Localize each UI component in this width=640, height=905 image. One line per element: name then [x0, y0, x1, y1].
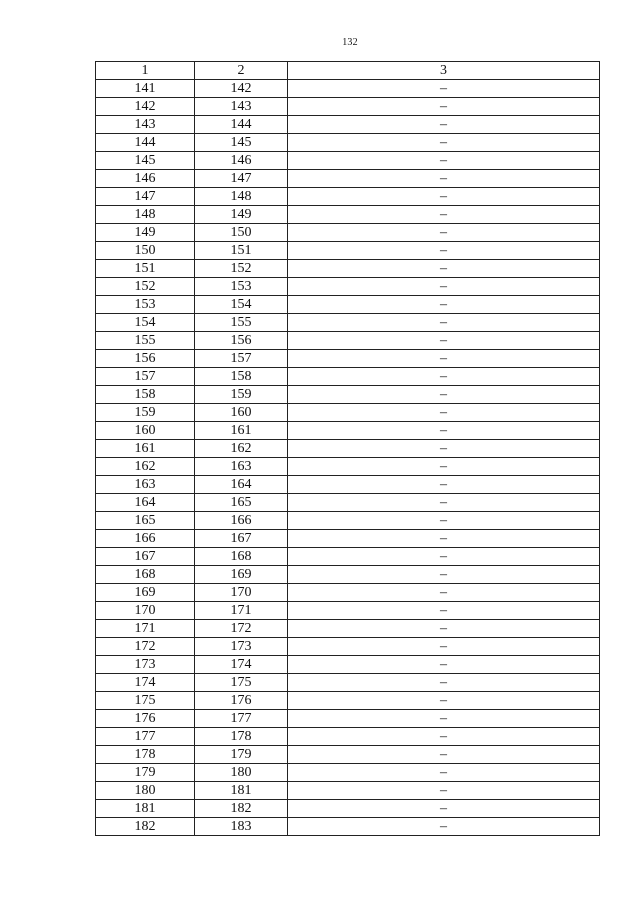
table-row	[96, 440, 600, 458]
column-3-cell: –	[288, 728, 600, 746]
column-3-cell: –	[288, 404, 600, 422]
column-3-cell: –	[288, 584, 600, 602]
column-1-cell: 160	[96, 422, 195, 440]
column-1-cell: 162	[96, 458, 195, 476]
table-row	[96, 80, 600, 98]
data-table	[95, 61, 600, 836]
table-row	[96, 98, 600, 116]
column-3-cell: –	[288, 350, 600, 368]
column-header-1: 1	[96, 62, 195, 80]
column-1-cell: 172	[96, 638, 195, 656]
column-3-cell: –	[288, 548, 600, 566]
column-3-cell: –	[288, 656, 600, 674]
table-row	[96, 386, 600, 404]
table-row	[96, 458, 600, 476]
column-1-cell: 158	[96, 386, 195, 404]
column-header-3: 3	[288, 62, 600, 80]
column-1-cell: 167	[96, 548, 195, 566]
header-row	[96, 62, 600, 80]
table-row	[96, 602, 600, 620]
table-row	[96, 692, 600, 710]
column-3-cell: –	[288, 692, 600, 710]
column-1-cell: 152	[96, 278, 195, 296]
table-body	[96, 80, 600, 836]
column-2-cell: 155	[195, 314, 288, 332]
column-2-cell: 159	[195, 386, 288, 404]
column-2-cell: 149	[195, 206, 288, 224]
column-1-cell: 164	[96, 494, 195, 512]
column-3-cell: –	[288, 386, 600, 404]
column-1-cell: 149	[96, 224, 195, 242]
column-2-cell: 156	[195, 332, 288, 350]
column-3-cell: –	[288, 80, 600, 98]
table-header	[96, 62, 600, 80]
column-3-cell: –	[288, 314, 600, 332]
table-row	[96, 728, 600, 746]
column-2-cell: 151	[195, 242, 288, 260]
table-row	[96, 782, 600, 800]
column-3-cell: –	[288, 440, 600, 458]
column-1-cell: 147	[96, 188, 195, 206]
column-3-cell: –	[288, 530, 600, 548]
column-1-cell: 175	[96, 692, 195, 710]
column-1-cell: 169	[96, 584, 195, 602]
column-3-cell: –	[288, 332, 600, 350]
column-1-cell: 146	[96, 170, 195, 188]
column-3-cell: –	[288, 134, 600, 152]
column-3-cell: –	[288, 224, 600, 242]
column-1-cell: 166	[96, 530, 195, 548]
column-3-cell: –	[288, 620, 600, 638]
table-row	[96, 350, 600, 368]
table-row	[96, 710, 600, 728]
column-1-cell: 148	[96, 206, 195, 224]
column-2-cell: 170	[195, 584, 288, 602]
column-3-cell: –	[288, 368, 600, 386]
column-2-cell: 150	[195, 224, 288, 242]
column-2-cell: 180	[195, 764, 288, 782]
column-3-cell: –	[288, 296, 600, 314]
column-1-cell: 142	[96, 98, 195, 116]
column-1-cell: 154	[96, 314, 195, 332]
column-1-cell: 174	[96, 674, 195, 692]
table-row	[96, 224, 600, 242]
column-2-cell: 178	[195, 728, 288, 746]
table-row	[96, 116, 600, 134]
column-3-cell: –	[288, 98, 600, 116]
table-row	[96, 656, 600, 674]
column-3-cell: –	[288, 206, 600, 224]
column-2-cell: 175	[195, 674, 288, 692]
column-3-cell: –	[288, 602, 600, 620]
column-2-cell: 164	[195, 476, 288, 494]
table-row	[96, 170, 600, 188]
column-2-cell: 157	[195, 350, 288, 368]
column-2-cell: 173	[195, 638, 288, 656]
column-3-cell: –	[288, 116, 600, 134]
column-1-cell: 168	[96, 566, 195, 584]
column-1-cell: 156	[96, 350, 195, 368]
column-3-cell: –	[288, 818, 600, 836]
table-row	[96, 242, 600, 260]
column-1-cell: 161	[96, 440, 195, 458]
column-3-cell: –	[288, 512, 600, 530]
table-row	[96, 746, 600, 764]
page-number: 132	[342, 37, 358, 48]
column-2-cell: 158	[195, 368, 288, 386]
column-3-cell: –	[288, 566, 600, 584]
column-2-cell: 177	[195, 710, 288, 728]
column-1-cell: 143	[96, 116, 195, 134]
table-row	[96, 404, 600, 422]
column-2-cell: 166	[195, 512, 288, 530]
column-3-cell: –	[288, 764, 600, 782]
column-3-cell: –	[288, 782, 600, 800]
column-header-2: 2	[195, 62, 288, 80]
column-2-cell: 179	[195, 746, 288, 764]
column-2-cell: 152	[195, 260, 288, 278]
column-1-cell: 163	[96, 476, 195, 494]
column-2-cell: 162	[195, 440, 288, 458]
table-row	[96, 260, 600, 278]
column-2-cell: 165	[195, 494, 288, 512]
column-2-cell: 160	[195, 404, 288, 422]
column-1-cell: 178	[96, 746, 195, 764]
column-1-cell: 180	[96, 782, 195, 800]
column-2-cell: 146	[195, 152, 288, 170]
column-1-cell: 155	[96, 332, 195, 350]
column-1-cell: 165	[96, 512, 195, 530]
table-row	[96, 818, 600, 836]
table-row	[96, 584, 600, 602]
column-1-cell: 177	[96, 728, 195, 746]
table-row	[96, 368, 600, 386]
column-3-cell: –	[288, 494, 600, 512]
column-2-cell: 148	[195, 188, 288, 206]
column-2-cell: 163	[195, 458, 288, 476]
column-2-cell: 143	[195, 98, 288, 116]
column-2-cell: 174	[195, 656, 288, 674]
column-2-cell: 168	[195, 548, 288, 566]
column-1-cell: 150	[96, 242, 195, 260]
column-2-cell: 144	[195, 116, 288, 134]
column-3-cell: –	[288, 746, 600, 764]
column-3-cell: –	[288, 170, 600, 188]
table-row	[96, 548, 600, 566]
column-3-cell: –	[288, 674, 600, 692]
column-3-cell: –	[288, 188, 600, 206]
column-3-cell: –	[288, 422, 600, 440]
column-1-cell: 157	[96, 368, 195, 386]
column-2-cell: 183	[195, 818, 288, 836]
column-1-cell: 173	[96, 656, 195, 674]
column-3-cell: –	[288, 800, 600, 818]
table-row	[96, 278, 600, 296]
column-1-cell: 171	[96, 620, 195, 638]
table-row	[96, 566, 600, 584]
column-1-cell: 153	[96, 296, 195, 314]
column-2-cell: 172	[195, 620, 288, 638]
column-1-cell: 182	[96, 818, 195, 836]
column-2-cell: 176	[195, 692, 288, 710]
table-row	[96, 134, 600, 152]
table-row	[96, 512, 600, 530]
column-2-cell: 142	[195, 80, 288, 98]
column-2-cell: 153	[195, 278, 288, 296]
table-row	[96, 332, 600, 350]
column-2-cell: 154	[195, 296, 288, 314]
column-1-cell: 176	[96, 710, 195, 728]
column-1-cell: 179	[96, 764, 195, 782]
column-2-cell: 161	[195, 422, 288, 440]
table-row	[96, 206, 600, 224]
column-2-cell: 145	[195, 134, 288, 152]
table-row	[96, 764, 600, 782]
column-1-cell: 145	[96, 152, 195, 170]
column-3-cell: –	[288, 152, 600, 170]
column-2-cell: 147	[195, 170, 288, 188]
table-row	[96, 800, 600, 818]
table-row	[96, 476, 600, 494]
column-3-cell: –	[288, 710, 600, 728]
table-row	[96, 296, 600, 314]
column-1-cell: 170	[96, 602, 195, 620]
table-row	[96, 494, 600, 512]
column-3-cell: –	[288, 458, 600, 476]
table-row	[96, 152, 600, 170]
column-2-cell: 171	[195, 602, 288, 620]
column-2-cell: 182	[195, 800, 288, 818]
column-2-cell: 169	[195, 566, 288, 584]
table-row	[96, 638, 600, 656]
table-row	[96, 422, 600, 440]
column-1-cell: 181	[96, 800, 195, 818]
table-row	[96, 188, 600, 206]
column-1-cell: 151	[96, 260, 195, 278]
column-3-cell: –	[288, 260, 600, 278]
table-row	[96, 674, 600, 692]
column-1-cell: 159	[96, 404, 195, 422]
column-1-cell: 141	[96, 80, 195, 98]
column-2-cell: 167	[195, 530, 288, 548]
column-3-cell: –	[288, 242, 600, 260]
table-row	[96, 530, 600, 548]
table-row	[96, 314, 600, 332]
column-2-cell: 181	[195, 782, 288, 800]
column-1-cell: 144	[96, 134, 195, 152]
column-3-cell: –	[288, 278, 600, 296]
column-3-cell: –	[288, 638, 600, 656]
table-row	[96, 620, 600, 638]
column-3-cell: –	[288, 476, 600, 494]
